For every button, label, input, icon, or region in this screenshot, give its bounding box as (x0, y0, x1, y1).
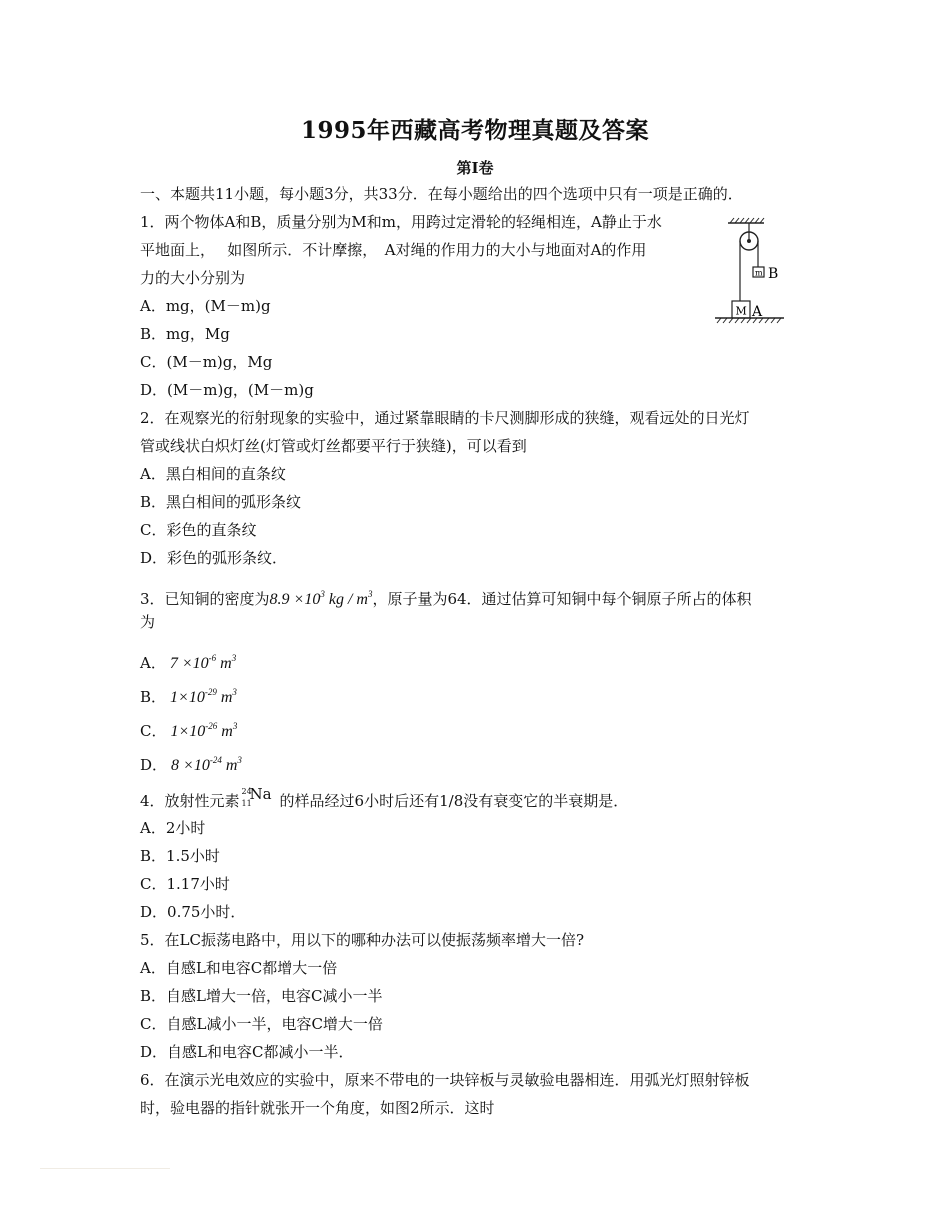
q5-option-d: D．自感L和电容C都减小一半． (140, 1043, 354, 1061)
q1-option-a: A．mg，(M－m)g (140, 297, 271, 315)
part-heading: 第Ⅰ卷 (456, 159, 494, 177)
document-title: 1995年西藏高考物理真题及答案 (300, 117, 649, 144)
q3-option-a: A． $7 \times 10^{-6}$ $m^3$ (140, 653, 237, 672)
q1-stem-line-1: 1．两个物体A和B，质量分别为M和m，用跨过定滑轮的轻绳相连，A静止于水 (140, 213, 662, 231)
footer-rule (40, 1168, 170, 1169)
q1-stem-line-2: 平地面上， 如图所示．不计摩擦， A对绳的作用力的大小与地面对A的作用 (140, 241, 647, 259)
section-intro: 一、本题共11小题，每小题3分，共33分．在每小题给出的四个选项中只有一项是正确的． (140, 185, 743, 203)
q4-stem: 4．放射性元素 24 11 Na 的样品经过6小时后还有1/8没有衰变它的半衰期是． (140, 785, 629, 810)
q2-option-b: B．黑白相间的弧形条纹 (140, 493, 302, 511)
svg-text:A: A (752, 304, 763, 320)
q4-option-a: A．2小时 (140, 819, 206, 837)
q4-option-c: C．1.17小时 (140, 875, 230, 893)
q2-option-a: A．黑白相间的直条纹 (140, 465, 286, 483)
q5-option-a: A．自感L和电容C都增大一倍 (140, 959, 338, 977)
q3-option-c: C． $1\times 10^{-26}$ $m^3$ (140, 721, 238, 740)
q2-stem-line-2: 管或线状白炽灯丝(灯管或灯丝都要平行于狭缝)，可以看到 (140, 437, 527, 455)
q4-option-d: D．0.75小时． (140, 903, 246, 921)
q1-option-b: B．mg，Mg (140, 325, 230, 343)
q1-option-d: D．(M－m)g，(M－m)g (140, 381, 314, 399)
q3-stem-line-1: 3．已知铜的密度为$8.9 \times 10^3$ kg / $m^3$，原子量为64．通过估算可知铜中每个铜原子所占的体积 (140, 589, 752, 608)
q2-stem-line-1: 2．在观察光的衍射现象的实验中，通过紧靠眼睛的卡尺测脚形成的狭缝，观看远处的日光灯 (140, 409, 750, 427)
pulley-diagram (712, 215, 792, 330)
q2-option-c: C．彩色的直条纹 (140, 521, 257, 539)
q1-stem-line-3: 力的大小分别为 (140, 269, 246, 287)
q1-option-c: C．(M－m)g，Mg (140, 353, 273, 371)
q5-option-c: C．自感L减小一半，电容C增大一倍 (140, 1015, 383, 1033)
sodium-nuclide: 24 11 Na (241, 785, 272, 808)
q5-option-b: B．自感L增大一倍，电容C减小一半 (140, 987, 383, 1005)
q3-stem-line-2: 为 (140, 613, 156, 631)
svg-text:M: M (735, 304, 747, 318)
q6-stem-line-2: 时，验电器的指针就张开一个角度，如图2所示．这时 (140, 1099, 495, 1117)
svg-text:B: B (768, 266, 779, 282)
density-formula: $8.9 \times 10^3$ kg / $m^3$ (269, 589, 373, 608)
q3-option-d: D． $8 \times 10^{-24}$ $m^3$ (140, 755, 242, 774)
q2-option-d: D．彩色的弧形条纹． (140, 549, 288, 567)
q4-option-b: B．1.5小时 (140, 847, 220, 865)
q5-stem: 5．在LC振荡电路中，用以下的哪种办法可以使振荡频率增大一倍? (140, 931, 585, 949)
svg-text:m: m (755, 268, 763, 278)
q6-stem-line-1: 6．在演示光电效应的实验中，原来不带电的一块锌板与灵敏验电器相连．用弧光灯照射锌板 (140, 1071, 750, 1089)
q3-option-b: B． $1\times 10^{-29}$ $m^3$ (140, 687, 237, 706)
